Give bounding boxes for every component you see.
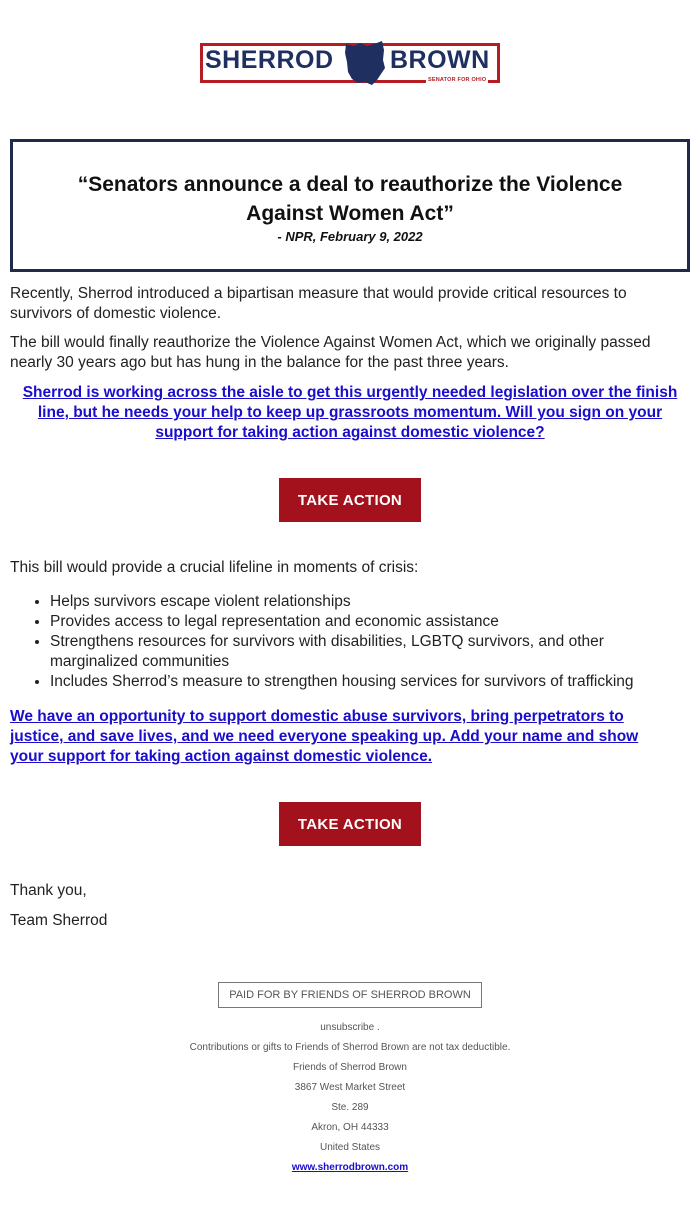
take-action-button-2[interactable]: TAKE ACTION — [279, 802, 421, 846]
list-item: • Helps survivors escape violent relationships — [50, 592, 690, 612]
list-item: • Includes Sherrod’s measure to strengthen housing services for survivors of trafficking — [50, 672, 690, 692]
sherrod-brown-logo — [200, 40, 500, 88]
quote-source: - NPR, February 9, 2022 — [277, 229, 423, 244]
list-item: • Strengthens resources for survivors with disabilities, LGBTQ survivors, and other marginalized communities — [50, 632, 690, 672]
footer-street: 3867 West Market Street — [294, 1082, 406, 1093]
ohio-map-icon — [340, 38, 390, 88]
signature-text: Team Sherrod — [10, 912, 108, 929]
unsubscribe-suffix: . — [374, 1022, 380, 1033]
headline-quote: “Senators announce a deal to reauthorize the Violence Against Women Act” — [77, 173, 623, 225]
benefits-list — [10, 592, 690, 692]
footer-website-line — [0, 1161, 700, 1175]
cta-link-sign-on[interactable]: Sherrod is working across the aisle to get this urgently needed legislation over the finish line, but he needs your help to keep up grassroots momentum. Will you sign on your support for taking action against domestic violence? — [22, 384, 678, 441]
unsubscribe-line — [0, 1021, 700, 1035]
list-item: • Provides access to legal representation and economic assistance — [50, 612, 690, 632]
unsubscribe-link[interactable]: unsubscribe — [320, 1022, 375, 1033]
headline-quote-box — [10, 139, 690, 272]
footer-city: Akron, OH 44333 — [311, 1122, 389, 1133]
footer-country: United States — [319, 1142, 381, 1153]
logo-tagline: SENATOR FOR OHIO — [428, 77, 487, 83]
logo-sherrod-text: SHERROD — [205, 46, 334, 74]
footer-suite: Ste. 289 — [331, 1102, 369, 1113]
detail-paragraph: The bill would finally reauthorize the Violence Against Women Act, which we originally passed nearly 30 years ago but has hung in the balance for the past three years. — [10, 334, 651, 371]
cta-link-add-name[interactable]: We have an opportunity to support domestic abuse survivors, bring perpetrators to justice, and save lives, and we need everyone speaking up. Add your name and show your support for taking action against domestic violence. — [10, 708, 639, 765]
lifeline-intro: This bill would provide a crucial lifeline in moments of crisis: — [10, 559, 419, 576]
website-link[interactable]: www.sherrodbrown.com — [291, 1162, 409, 1173]
thanks-text: Thank you, — [10, 882, 87, 899]
paid-for-disclaimer: PAID FOR BY FRIENDS OF SHERROD BROWN — [218, 982, 482, 1008]
logo-brown-text: BROWN — [390, 46, 490, 74]
tax-disclaimer: Contributions or gifts to Friends of Sherrod Brown are not tax deductible. — [189, 1042, 511, 1053]
footer-org: Friends of Sherrod Brown — [293, 1062, 407, 1073]
take-action-button-1[interactable]: TAKE ACTION — [279, 478, 421, 522]
intro-paragraph: Recently, Sherrod introduced a bipartisan measure that would provide critical resources to survivors of domestic violence. — [10, 285, 627, 322]
